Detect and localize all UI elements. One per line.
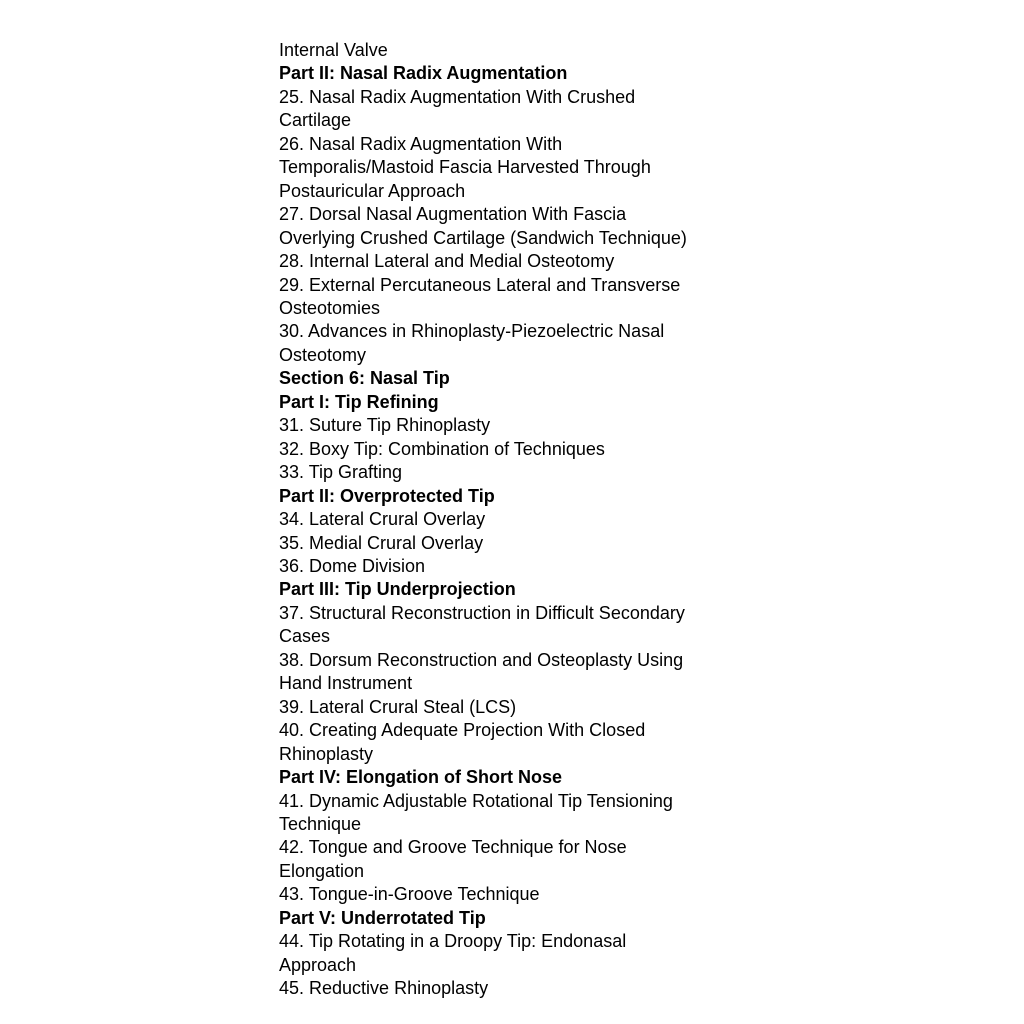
toc-entry-line: Internal Valve	[279, 40, 388, 60]
toc-entry-line: 39. Lateral Crural Steal (LCS)	[279, 696, 517, 717]
toc-entry-line: Cases	[279, 626, 331, 647]
section-heading: Part IV: Elongation of Short Nose	[279, 767, 563, 788]
toc-entry-line: 25. Nasal Radix Augmentation With Crushed	[279, 86, 636, 107]
table-of-contents	[279, 39, 739, 1001]
toc-entry-line: Cartilage	[279, 110, 352, 131]
toc-entry-line: Postauricular Approach	[279, 180, 466, 201]
toc-entry-line: 29. External Percutaneous Lateral and Transverse	[279, 274, 681, 295]
toc-entry-line: 36. Dome Division	[279, 555, 426, 576]
section-heading: Section 6: Nasal Tip	[279, 368, 450, 389]
toc-entry-line: 38. Dorsum Reconstruction and Osteoplasty Using	[279, 649, 684, 670]
toc-entry-line: Osteotomies	[279, 297, 381, 318]
toc-entry-line: 28. Internal Lateral and Medial Osteotomy	[279, 251, 615, 272]
toc-entry-line: 33. Tip Grafting	[279, 462, 403, 483]
toc-entry-line: 41. Dynamic Adjustable Rotational Tip Tensioning	[279, 790, 673, 811]
toc-entry-line: Approach	[279, 954, 357, 975]
toc-entry-line: Osteotomy	[279, 344, 367, 365]
toc-entry-line: 44. Tip Rotating in a Droopy Tip: Endonasal	[279, 931, 627, 952]
section-heading: Part III: Tip Underprojection	[279, 579, 516, 600]
toc-entry-line: 42. Tongue and Groove Technique for Nose	[279, 837, 627, 858]
toc-entry-line: 43. Tongue-in-Groove Technique	[279, 884, 540, 905]
toc-entry-line: 34. Lateral Crural Overlay	[279, 509, 486, 530]
section-heading: Part V: Underrotated Tip	[279, 907, 486, 928]
toc-entry-line: Temporalis/Mastoid Fascia Harvested Through	[279, 157, 651, 178]
toc-entry-line: Hand Instrument	[279, 673, 413, 694]
toc-entry-line: Rhinoplasty	[279, 743, 374, 764]
toc-entry-line: 40. Creating Adequate Projection With Closed	[279, 720, 646, 741]
toc-entry-line: Overlying Crushed Cartilage (Sandwich Technique)	[279, 227, 687, 248]
toc-entry-line: Technique	[279, 813, 362, 834]
toc-entry-line: 31. Suture Tip Rhinoplasty	[279, 415, 491, 436]
toc-entry-line: 30. Advances in Rhinoplasty-Piezoelectric Nasal	[279, 321, 665, 342]
toc-entry-line: 27. Dorsal Nasal Augmentation With Fascia	[279, 204, 627, 225]
section-heading: Part II: Nasal Radix Augmentation	[279, 63, 568, 84]
toc-entry-line: 26. Nasal Radix Augmentation With	[279, 133, 563, 154]
toc-entry-line: Elongation	[279, 860, 365, 881]
toc-entry-line: 35. Medial Crural Overlay	[279, 532, 484, 553]
section-heading: Part I: Tip Refining	[279, 391, 439, 412]
toc-entry-line: 37. Structural Reconstruction in Difficult Secondary	[279, 602, 685, 623]
toc-entry-line: 45. Reductive Rhinoplasty	[279, 978, 489, 999]
section-heading: Part II: Overprotected Tip	[279, 485, 495, 506]
toc-entry-line: 32. Boxy Tip: Combination of Techniques	[279, 438, 605, 459]
